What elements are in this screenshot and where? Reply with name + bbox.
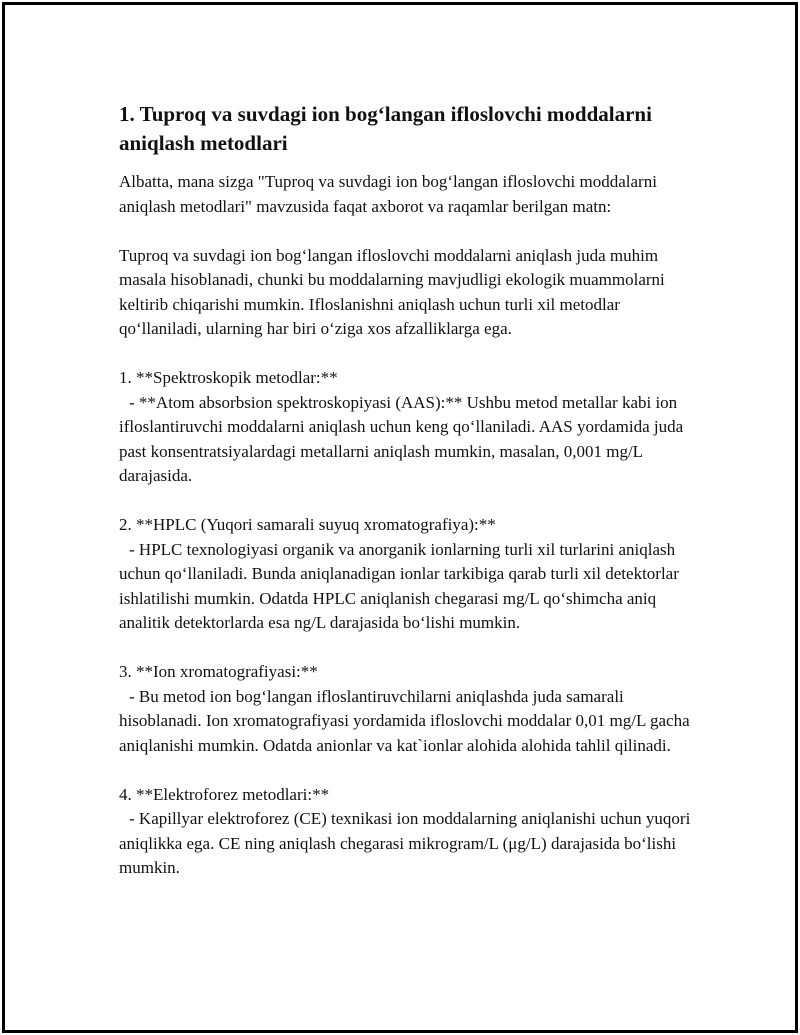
section-body: - Bu metod ion bog‘langan ifloslantiruvchilarni aniqlashda juda samarali hisoblanadi. Ion xromatografiyasi yordamida ifloslovchi moddalar 0,01 mg/L gacha aniqlanishi mumkin. Odatda anionlar va kat`ionlar alohida alohida tahlil qilinadi. xyxy=(119,686,690,755)
document-page xyxy=(2,2,798,1033)
section-heading: 4. **Elektroforez metodlari:** xyxy=(119,784,330,804)
section-body: - **Atom absorbsion spektroskopiyasi (AAS):** Ushbu metod metallar kabi ion ifloslantiruvchi moddalarni aniqlash uchun keng qo‘llaniladi. AAS yordamida juda past konsentratsiyalardagi metallarni aniqlash mumkin, masalan, 0,001 mg/L darajasida. xyxy=(119,392,684,485)
section-body: - Kapillyar elektroforez (CE) texnikasi ion moddalarning aniqlanishi uchun yuqori aniqlikka ega. CE ning aniqlash chegarasi mikrogram/L (μg/L) darajasida bo‘lishi mumkin. xyxy=(119,809,691,877)
section-heading: 3. **Ion xromatografiyasi:** xyxy=(119,662,318,681)
section-heading: 1. **Spektroskopik metodlar:** xyxy=(119,368,338,387)
document-content xyxy=(119,100,699,881)
overview-paragraph: Tuproq va suvdagi ion bog‘langan ifloslovchi moddalarni aniqlash juda muhim masala hisoblanadi, chunki bu moddalarning mavjudligi ekologik muammolarni keltirib chiqarishi mumkin. Ifloslanishni aniqlash uchun turli xil metodlar qo‘llaniladi, ularning har biri o‘ziga xos afzalliklarga ega. xyxy=(119,245,665,338)
section-heading: 2. **HPLC (Yuqori samarali suyuq xromatografiya):** xyxy=(119,515,496,534)
intro-paragraph: Albatta, mana sizga "Tuproq va suvdagi ion bog‘langan ifloslovchi moddalarni aniqlash metodlari" mavzusida faqat axborot va raqamlar berilgan matn: xyxy=(119,172,657,216)
section-body: - HPLC texnologiyasi organik va anorganik ionlarning turli xil turlarini aniqlash uchun qo‘llaniladi. Bunda aniqlanadigan ionlar tarkibiga qarab turli xil detektorlar ishlatilishi mumkin. Odatda HPLC aniqlanish chegarasi mg/L qo‘shimcha aniq analitik detektorlarda esa ng/L darajasida bo‘lishi mumkin. xyxy=(119,539,679,632)
document-title: 1. Tuproq va suvdagi ion bog‘langan ifloslovchi moddalarni aniqlash metodlari xyxy=(119,102,652,155)
